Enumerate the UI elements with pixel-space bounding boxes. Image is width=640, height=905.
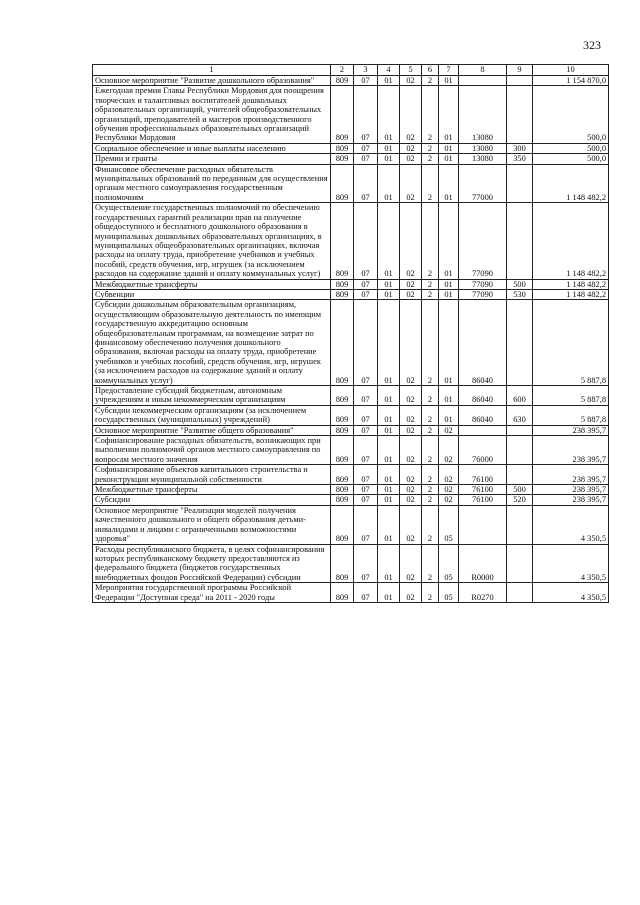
code-section-cell: 07	[354, 583, 378, 603]
code-section-cell: 07	[354, 86, 378, 143]
code-program-cell: 02	[400, 544, 422, 583]
code-expense-type-cell	[507, 544, 533, 583]
code-subprogram-cell: 2	[422, 86, 439, 143]
code-section-cell: 07	[354, 505, 378, 544]
row-name-cell: Премии и гранты	[93, 154, 331, 164]
code-direction-cell: 86040	[459, 386, 507, 406]
code-gov-cell: 809	[331, 300, 354, 386]
code-subprogram-cell: 2	[422, 544, 439, 583]
column-header-10: 10	[533, 65, 609, 76]
code-gov-cell: 809	[331, 86, 354, 143]
column-header-9: 9	[507, 65, 533, 76]
code-subsection-cell: 01	[378, 86, 400, 143]
code-subprogram-cell: 2	[422, 289, 439, 299]
code-program-cell: 02	[400, 485, 422, 495]
code-direction-cell: 13080	[459, 86, 507, 143]
code-program-cell: 02	[400, 495, 422, 505]
code-direction-cell: 13080	[459, 143, 507, 153]
code-section-cell: 07	[354, 203, 378, 279]
table-row	[93, 289, 609, 299]
code-gov-cell: 809	[331, 436, 354, 465]
column-header-4: 4	[378, 65, 400, 76]
amount-cell: 1 148 482,2	[533, 203, 609, 279]
code-section-cell: 07	[354, 300, 378, 386]
table-row	[93, 505, 609, 544]
code-direction-cell: 13080	[459, 154, 507, 164]
code-subprogram-cell: 2	[422, 154, 439, 164]
code-gov-cell: 809	[331, 289, 354, 299]
code-program-cell: 02	[400, 76, 422, 86]
amount-cell: 238 395,7	[533, 485, 609, 495]
code-direction-cell: 77000	[459, 164, 507, 203]
table-row	[93, 279, 609, 289]
row-name-cell: Расходы республиканского бюджета, в целях софинансирования которых республиканскому бюджету предоставляются из федерального бюджета (бюджетов государственных внебюджетных фондов Российской Федерации) субсидии	[93, 544, 331, 583]
table-row	[93, 425, 609, 435]
code-program-cell: 02	[400, 505, 422, 544]
code-subprogram-cell: 2	[422, 425, 439, 435]
column-header-6: 6	[422, 65, 439, 76]
code-expense-type-cell	[507, 583, 533, 603]
code-section-cell: 07	[354, 465, 378, 485]
code-subprogram-cell: 2	[422, 386, 439, 406]
code-program-cell: 02	[400, 300, 422, 386]
row-name-cell: Субвенции	[93, 289, 331, 299]
code-program-cell: 02	[400, 143, 422, 153]
code-subsection-cell: 01	[378, 485, 400, 495]
code-gov-cell: 809	[331, 164, 354, 203]
code-expense-type-cell: 500	[507, 279, 533, 289]
code-program-cell: 02	[400, 289, 422, 299]
code-expense-type-cell: 300	[507, 143, 533, 153]
code-gov-cell: 809	[331, 143, 354, 153]
code-program-cell: 02	[400, 583, 422, 603]
amount-cell: 238 395,7	[533, 436, 609, 465]
code-activity-cell: 01	[439, 279, 459, 289]
code-activity-cell: 02	[439, 425, 459, 435]
row-name-cell: Основное мероприятие "Развитие дошкольного образования"	[93, 76, 331, 86]
code-activity-cell: 01	[439, 203, 459, 279]
code-section-cell: 07	[354, 495, 378, 505]
row-name-cell: Осуществление государственных полномочий по обеспечению государственных гарантий реализации прав на получение общедоступного и бесплатного дошкольного образования в муниципальных дошкольных образовательных организациях, в муниципальных общеобразовательных организациях, включая расходы на оплату труда, приобретение учебников и учебных пособий, средств обучения, игр, игрушек (за исключением расходов на содержание зданий и оплату коммунальных услуг)	[93, 203, 331, 279]
code-section-cell: 07	[354, 154, 378, 164]
code-section-cell: 07	[354, 76, 378, 86]
code-subsection-cell: 01	[378, 386, 400, 406]
code-direction-cell	[459, 425, 507, 435]
code-gov-cell: 809	[331, 203, 354, 279]
code-activity-cell: 01	[439, 386, 459, 406]
code-expense-type-cell	[507, 425, 533, 435]
code-activity-cell: 01	[439, 154, 459, 164]
table-row	[93, 583, 609, 603]
code-subprogram-cell: 2	[422, 300, 439, 386]
code-gov-cell: 809	[331, 495, 354, 505]
code-direction-cell: 86040	[459, 405, 507, 425]
code-activity-cell: 01	[439, 76, 459, 86]
code-activity-cell: 02	[439, 465, 459, 485]
code-expense-type-cell	[507, 203, 533, 279]
code-program-cell: 02	[400, 386, 422, 406]
code-subprogram-cell: 2	[422, 405, 439, 425]
amount-cell: 1 148 482,2	[533, 289, 609, 299]
code-subsection-cell: 01	[378, 289, 400, 299]
amount-cell: 5 887,8	[533, 405, 609, 425]
code-gov-cell: 809	[331, 405, 354, 425]
code-direction-cell: R0000	[459, 544, 507, 583]
table-row	[93, 300, 609, 386]
code-activity-cell: 01	[439, 405, 459, 425]
column-header-1: 1	[93, 65, 331, 76]
amount-cell: 1 148 482,2	[533, 279, 609, 289]
row-name-cell: Субсидии	[93, 495, 331, 505]
table-row	[93, 436, 609, 465]
row-name-cell: Субсидии дошкольным образовательным организациям, осуществляющим образовательную деятельность по имеющим государственную аккредитацию основным общеобразовательным программам, на возмещение затрат по финансовому обеспечению получения дошкольного образования, включая расходы на оплату труда, приобретение учебников и учебных пособий, средств обучения, игр, игрушек (за исключением расходов на содержание зданий и оплату коммунальных услуг)	[93, 300, 331, 386]
code-direction-cell	[459, 76, 507, 86]
code-subprogram-cell: 2	[422, 203, 439, 279]
code-subsection-cell: 01	[378, 495, 400, 505]
code-section-cell: 07	[354, 279, 378, 289]
row-name-cell: Софинансирование объектов капитального строительства и реконструкции муниципальной собственности	[93, 465, 331, 485]
code-subprogram-cell: 2	[422, 164, 439, 203]
amount-cell: 4 350,5	[533, 505, 609, 544]
code-subprogram-cell: 2	[422, 505, 439, 544]
code-subprogram-cell: 2	[422, 76, 439, 86]
code-section-cell: 07	[354, 405, 378, 425]
code-section-cell: 07	[354, 164, 378, 203]
code-expense-type-cell: 630	[507, 405, 533, 425]
code-section-cell: 07	[354, 386, 378, 406]
code-subprogram-cell: 2	[422, 465, 439, 485]
amount-cell: 238 395,7	[533, 465, 609, 485]
code-subprogram-cell: 2	[422, 485, 439, 495]
code-expense-type-cell: 530	[507, 289, 533, 299]
code-expense-type-cell	[507, 300, 533, 386]
code-expense-type-cell	[507, 436, 533, 465]
code-activity-cell: 01	[439, 86, 459, 143]
code-section-cell: 07	[354, 485, 378, 495]
table-row	[93, 164, 609, 203]
budget-table	[92, 64, 609, 603]
code-subsection-cell: 01	[378, 203, 400, 279]
table-row	[93, 386, 609, 406]
code-subsection-cell: 01	[378, 279, 400, 289]
table-row	[93, 495, 609, 505]
row-name-cell: Финансовое обеспечение расходных обязательств муниципальных образований по переданным для осуществления органам местного самоуправления государственным полномочиям	[93, 164, 331, 203]
row-name-cell: Предоставление субсидий бюджетным, автономным учреждениям и иным некоммерческим организациям	[93, 386, 331, 406]
code-section-cell: 07	[354, 436, 378, 465]
code-subsection-cell: 01	[378, 544, 400, 583]
code-subsection-cell: 01	[378, 143, 400, 153]
code-program-cell: 02	[400, 465, 422, 485]
code-expense-type-cell	[507, 164, 533, 203]
code-activity-cell: 01	[439, 164, 459, 203]
code-gov-cell: 809	[331, 505, 354, 544]
code-gov-cell: 809	[331, 154, 354, 164]
code-program-cell: 02	[400, 436, 422, 465]
table-row	[93, 143, 609, 153]
code-activity-cell: 05	[439, 583, 459, 603]
amount-cell: 238 395,7	[533, 425, 609, 435]
amount-cell: 1 154 870,0	[533, 76, 609, 86]
code-gov-cell: 809	[331, 583, 354, 603]
row-name-cell: Межбюджетные трансферты	[93, 485, 331, 495]
row-name-cell: Основное мероприятие "Развитие общего образования"	[93, 425, 331, 435]
code-subsection-cell: 01	[378, 405, 400, 425]
amount-cell: 5 887,8	[533, 300, 609, 386]
code-activity-cell: 02	[439, 436, 459, 465]
code-gov-cell: 809	[331, 485, 354, 495]
code-gov-cell: 809	[331, 425, 354, 435]
code-expense-type-cell: 600	[507, 386, 533, 406]
row-name-cell: Межбюджетные трансферты	[93, 279, 331, 289]
row-name-cell: Основное мероприятие "Реализация моделей получения качественного дошкольного и общего образования детьми-инвалидами и лицами с ограниченными возможностями здоровья"	[93, 505, 331, 544]
amount-cell: 1 148 482,2	[533, 164, 609, 203]
code-expense-type-cell	[507, 86, 533, 143]
column-header-8: 8	[459, 65, 507, 76]
code-subsection-cell: 01	[378, 436, 400, 465]
code-expense-type-cell: 520	[507, 495, 533, 505]
code-program-cell: 02	[400, 425, 422, 435]
page-number: 323	[583, 38, 601, 52]
table-row	[93, 465, 609, 485]
code-expense-type-cell: 500	[507, 485, 533, 495]
amount-cell: 5 887,8	[533, 386, 609, 406]
code-direction-cell: 86040	[459, 300, 507, 386]
row-name-cell: Мероприятия государственной программы Российской Федерации "Доступная среда" на 2011 - 2020 годы	[93, 583, 331, 603]
code-expense-type-cell: 350	[507, 154, 533, 164]
code-subprogram-cell: 2	[422, 279, 439, 289]
code-direction-cell: R0270	[459, 583, 507, 603]
code-gov-cell: 809	[331, 279, 354, 289]
row-name-cell: Субсидии некоммерческим организациям (за исключением государственных (муниципальных) учреждений)	[93, 405, 331, 425]
code-direction-cell: 76100	[459, 495, 507, 505]
code-subsection-cell: 01	[378, 76, 400, 86]
table-row	[93, 203, 609, 279]
code-expense-type-cell	[507, 76, 533, 86]
row-name-cell: Социальное обеспечение и иные выплаты населению	[93, 143, 331, 153]
amount-cell: 4 350,5	[533, 583, 609, 603]
row-name-cell: Ежегодная премия Главы Республики Мордовия для поощрения творческих и талантливых воспитателей дошкольных образовательных организаций, учителей общеобразовательных организаций, преподавателей и мастеров производственного обучения профессиональных образовательных организаций Республики Мордовия	[93, 86, 331, 143]
code-subsection-cell: 01	[378, 465, 400, 485]
column-header-7: 7	[439, 65, 459, 76]
code-subsection-cell: 01	[378, 583, 400, 603]
code-subprogram-cell: 2	[422, 583, 439, 603]
code-direction-cell: 77090	[459, 289, 507, 299]
code-direction-cell: 76100	[459, 485, 507, 495]
code-activity-cell: 01	[439, 289, 459, 299]
amount-cell: 500,0	[533, 86, 609, 143]
table-row	[93, 405, 609, 425]
table-body	[93, 76, 609, 603]
code-gov-cell: 809	[331, 465, 354, 485]
code-subprogram-cell: 2	[422, 436, 439, 465]
code-subsection-cell: 01	[378, 164, 400, 203]
code-program-cell: 02	[400, 203, 422, 279]
code-expense-type-cell	[507, 465, 533, 485]
amount-cell: 500,0	[533, 154, 609, 164]
code-subsection-cell: 01	[378, 505, 400, 544]
code-direction-cell: 76100	[459, 465, 507, 485]
code-program-cell: 02	[400, 279, 422, 289]
code-activity-cell: 02	[439, 485, 459, 495]
code-gov-cell: 809	[331, 386, 354, 406]
code-subsection-cell: 01	[378, 300, 400, 386]
amount-cell: 4 350,5	[533, 544, 609, 583]
code-gov-cell: 809	[331, 76, 354, 86]
code-program-cell: 02	[400, 405, 422, 425]
amount-cell: 238 395,7	[533, 495, 609, 505]
code-subprogram-cell: 2	[422, 143, 439, 153]
table-row	[93, 485, 609, 495]
code-activity-cell: 05	[439, 544, 459, 583]
code-direction-cell: 77090	[459, 279, 507, 289]
code-activity-cell: 02	[439, 495, 459, 505]
code-activity-cell: 01	[439, 300, 459, 386]
code-expense-type-cell	[507, 505, 533, 544]
code-direction-cell	[459, 505, 507, 544]
code-direction-cell: 76000	[459, 436, 507, 465]
column-header-3: 3	[354, 65, 378, 76]
code-section-cell: 07	[354, 425, 378, 435]
column-header-2: 2	[331, 65, 354, 76]
code-section-cell: 07	[354, 143, 378, 153]
code-program-cell: 02	[400, 86, 422, 143]
code-subsection-cell: 01	[378, 425, 400, 435]
code-subsection-cell: 01	[378, 154, 400, 164]
code-program-cell: 02	[400, 164, 422, 203]
code-section-cell: 07	[354, 544, 378, 583]
code-activity-cell: 01	[439, 143, 459, 153]
code-subprogram-cell: 2	[422, 495, 439, 505]
table-header-row	[93, 65, 609, 76]
code-section-cell: 07	[354, 289, 378, 299]
table-row	[93, 86, 609, 143]
row-name-cell: Софинансирование расходных обязательств, возникающих при выполнении полномочий органов местного самоуправления по вопросам местного значения	[93, 436, 331, 465]
code-gov-cell: 809	[331, 544, 354, 583]
amount-cell: 500,0	[533, 143, 609, 153]
table-row	[93, 544, 609, 583]
code-direction-cell: 77090	[459, 203, 507, 279]
table-row	[93, 76, 609, 86]
column-header-5: 5	[400, 65, 422, 76]
code-program-cell: 02	[400, 154, 422, 164]
table-row	[93, 154, 609, 164]
code-activity-cell: 05	[439, 505, 459, 544]
